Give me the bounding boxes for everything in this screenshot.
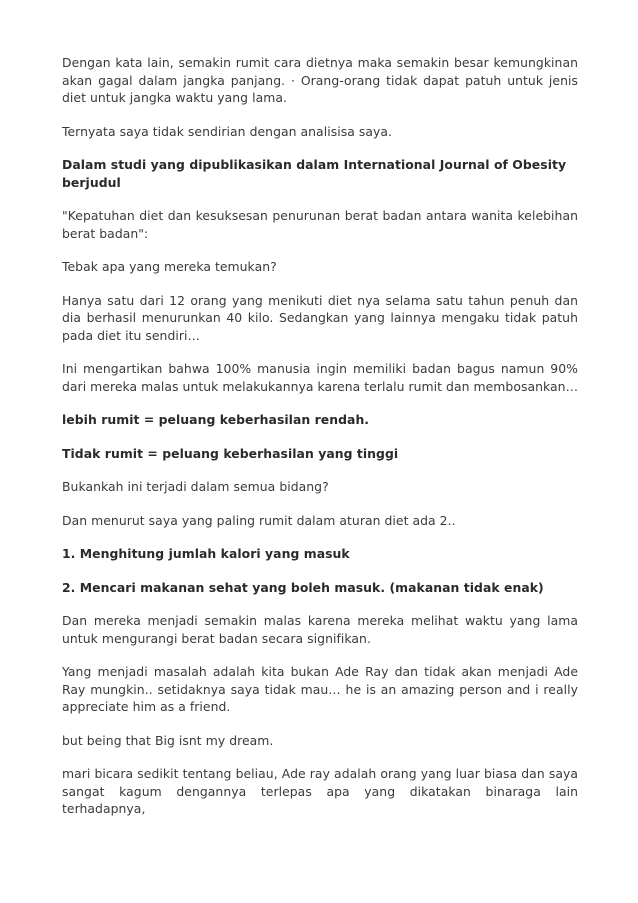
- paragraph: Ini mengartikan bahwa 100% manusia ingin memiliki badan bagus namun 90% dari mereka malas untuk melakukannya karena terlalu rumit dan membosankan…: [62, 361, 579, 394]
- paragraph: Dan menurut saya yang paling rumit dalam aturan diet ada 2..: [62, 512, 456, 528]
- paragraph: "Kepatuhan diet dan kesuksesan penurunan berat badan antara wanita kelebihan berat badan":: [62, 208, 578, 241]
- paragraph-bold: Tidak rumit = peluang keberhasilan yang tinggi: [62, 445, 399, 461]
- paragraph: Yang menjadi masalah adalah kita bukan Ade Ray dan tidak akan menjadi Ade Ray mungkin.. setidaknya saya tidak mau… he is an amazing person and i really appreciate him as a friend.: [62, 664, 578, 714]
- paragraph-bold: 2. Mencari makanan sehat yang boleh masuk. (makanan tidak enak): [62, 579, 544, 595]
- paragraph: Dengan kata lain, semakin rumit cara dietnya maka semakin besar kemungkinan akan gagal dalam jangka panjang. · Orang-orang tidak dapat patuh untuk jenis diet untuk jangka waktu yang lama.: [62, 55, 578, 105]
- paragraph: Tebak apa yang mereka temukan?: [62, 259, 277, 274]
- paragraph-bold: lebih rumit = peluang keberhasilan rendah.: [62, 412, 370, 427]
- document-page: [62, 54, 578, 834]
- paragraph: Ternyata saya tidak sendirian dengan analisisa saya.: [62, 123, 392, 139]
- paragraph-bold: 1. Menghitung jumlah kalori yang masuk: [62, 546, 350, 561]
- paragraph: Bukankah ini terjadi dalam semua bidang?: [62, 479, 329, 494]
- paragraph: Hanya satu dari 12 orang yang menikuti diet nya selama satu tahun penuh dan dia berhasil menurunkan 40 kilo. Sedangkan yang lainnya mengaku tidak patuh pada diet itu sendiri…: [62, 292, 578, 343]
- paragraph: but being that Big isnt my dream.: [62, 732, 274, 748]
- paragraph: Dan mereka menjadi semakin malas karena mereka melihat waktu yang lama untuk mengurangi berat badan secara signifikan.: [62, 613, 578, 646]
- paragraph-bold: Dalam studi yang dipublikasikan dalam International Journal of Obesity berjudul: [62, 157, 567, 190]
- paragraph: mari bicara sedikit tentang beliau, Ade ray adalah orang yang luar biasa dan saya sangat kagum dengannya terlepas apa yang dikatakan binaraga lain terhadapnya,: [62, 766, 578, 816]
